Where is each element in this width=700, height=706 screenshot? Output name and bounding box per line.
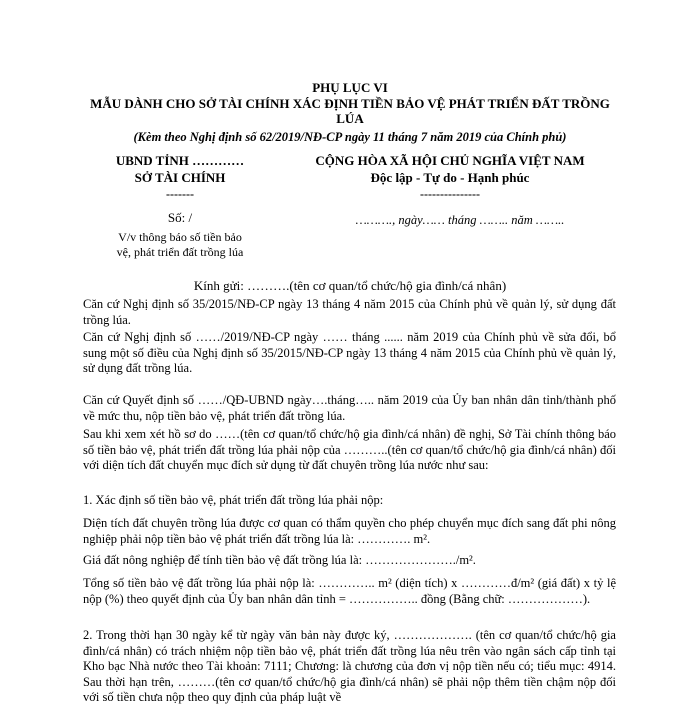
appendix-heading: PHỤ LỤC VI bbox=[312, 80, 388, 95]
left-header bbox=[80, 152, 280, 203]
province-line: UBND TỈNH ………… bbox=[115, 153, 245, 168]
nation-name: CỘNG HÒA XÃ HỘI CHỦ NGHĨA VIỆT NAM bbox=[315, 153, 585, 168]
paragraph-2: Căn cứ Nghị định số ……/2019/NĐ-CP ngày …… tháng ...... năm 2019 của Chính phủ về sửa đổi, bổ sung một số điều của Nghị định số 35/2015/NĐ-CP ngày 13 tháng 4 năm 2015 của Chính phủ về quản lý, sử dụng đất trồng lúa. bbox=[83, 330, 616, 375]
subject-line bbox=[80, 230, 280, 260]
paragraph-6: Diện tích đất chuyên trồng lúa được cơ quan có thẩm quyền cho phép chuyển mục đích sang đất phi nông nghiệp phải nộp tiền bảo vệ phát triển đất trồng lúa là: …………. m². bbox=[83, 516, 616, 546]
paragraph-5: 1. Xác định số tiền bảo vệ, phát triển đất trồng lúa phải nộp: bbox=[83, 493, 384, 507]
paragraph-8: Tổng số tiền bảo vệ đất trồng lúa phải nộp là: ………….. m² (diện tích) x …………đ/m² (giá đất) x tỷ lệ nộp (%) theo quyết định của Ủy ban nhân dân tỉnh = …………….. đồng (Bằng chữ: ………………). bbox=[83, 576, 616, 606]
right-header bbox=[285, 152, 615, 203]
left-divider: ------- bbox=[166, 187, 194, 201]
motto: Độc lập - Tự do - Hạnh phúc bbox=[370, 170, 530, 185]
document-number: Số: / bbox=[167, 210, 193, 225]
subject-line-2: vệ, phát triển đất trồng lúa bbox=[116, 245, 244, 259]
paragraph-1: Căn cứ Nghị định số 35/2015/NĐ-CP ngày 13 tháng 4 năm 2015 của Chính phủ về quản lý, sử dụng đất trồng lúa. bbox=[83, 297, 616, 327]
recipient-line: Kính gửi: ……….(tên cơ quan/tổ chức/hộ gia đình/cá nhân) bbox=[193, 278, 507, 293]
subject-line-1: V/v thông báo số tiền bảo bbox=[118, 230, 242, 244]
document-subtitle: (Kèm theo Nghị định số 62/2019/NĐ-CP ngày 11 tháng 7 năm 2019 của Chính phủ) bbox=[133, 130, 567, 144]
paragraph-7: Giá đất nông nghiệp để tính tiền bảo vệ đất trồng lúa là: …………………./m². bbox=[83, 553, 476, 567]
paragraph-4: Sau khi xem xét hồ sơ do ……(tên cơ quan/tổ chức/hộ gia đình/cá nhân) đề nghị, Sở Tài chính thông báo số tiền bảo vệ, phát triển đất trồng lúa phải nộp của ………..(tên cơ quan/tổ chức/hộ gia đình/cá nhân) đối với diện tích đất chuyển mục đích sử dụng từ đất chuyên trồng lúa nước như sau: bbox=[83, 427, 616, 472]
department-name: SỞ TÀI CHÍNH bbox=[134, 170, 226, 185]
paragraph-9: 2. Trong thời hạn 30 ngày kể từ ngày văn bản này được ký, ………………. (tên cơ quan/tổ chức/hộ gia đình/cá nhân) có trách nhiệm nộp tiền bảo vệ, phát triển đất trồng lúa nêu trên vào ngân sách cấp tỉnh tại Kho bạc Nhà nước theo Tài khoản: 7111; Chương: là chương của đơn vị nộp tiền nếu có; tiểu mục: 4914. Sau thời hạn trên, ………(tên cơ quan/tổ chức/hộ gia đình/cá nhân) sẽ phải nộp thêm tiền chậm nộp đối với số tiền chưa nộp theo quy định của pháp luật về bbox=[83, 628, 616, 704]
document-title: MẪU DÀNH CHO SỞ TÀI CHÍNH XÁC ĐỊNH TIỀN BẢO VỆ PHÁT TRIỂN ĐẤT TRỒNG LÚA bbox=[90, 96, 610, 126]
paragraph-3: Căn cứ Quyết định số ……/QĐ-UBND ngày….tháng….. năm 2019 của Ủy ban nhân dân tỉnh/thành phố về mức thu, nộp tiền bảo vệ, phát triển đất trồng lúa. bbox=[83, 393, 616, 423]
date-line: ………., ngày…… tháng …….. năm …….. bbox=[355, 213, 565, 227]
right-divider: --------------- bbox=[420, 187, 480, 201]
